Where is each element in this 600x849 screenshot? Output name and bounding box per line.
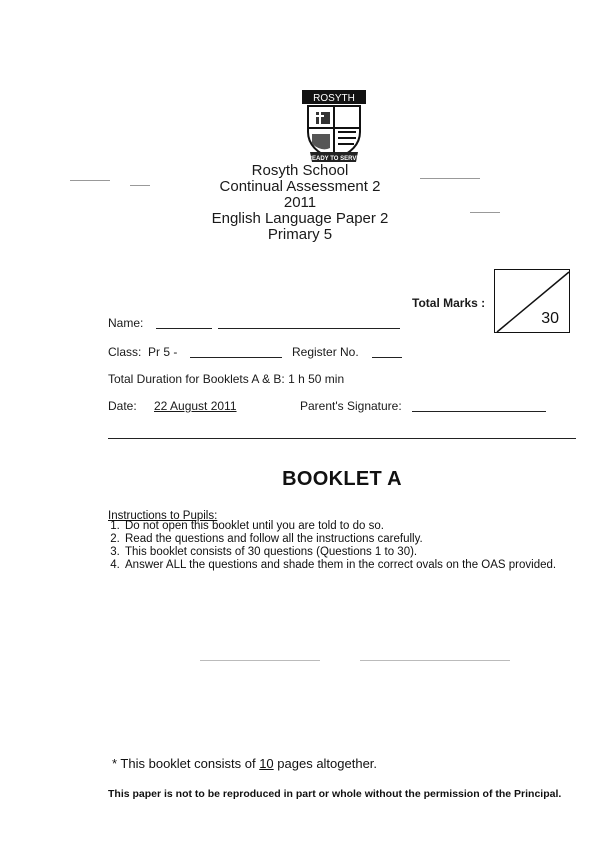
parent-signature-line[interactable] <box>412 411 546 412</box>
class-label: Class: <box>108 345 142 359</box>
register-label: Register No. <box>292 345 359 359</box>
instructions-title: Instructions to Pupils: <box>108 510 218 522</box>
total-marks-label: Total Marks : <box>412 296 486 310</box>
total-marks-box <box>494 269 570 333</box>
scan-noise <box>130 185 150 186</box>
copyright-notice: This paper is not to be reproduced in part or whole without the permission of the Principal. <box>108 788 562 800</box>
parent-signature-label: Parent's Signature: <box>300 399 402 413</box>
instructions-list <box>108 520 563 572</box>
scan-noise <box>360 660 510 661</box>
total-marks-value: 30 <box>541 310 559 327</box>
pages-count: 10 <box>259 756 274 771</box>
pages-note <box>112 756 377 771</box>
date-label: Date: <box>108 399 137 413</box>
school-header <box>0 163 600 243</box>
marks-diagonal <box>495 270 571 334</box>
class-line[interactable] <box>190 357 282 358</box>
name-label: Name: <box>108 316 144 330</box>
name-line-1[interactable] <box>156 328 212 329</box>
register-line[interactable] <box>372 357 402 358</box>
instruction-item: 3. This booklet consists of 30 questions (Questions 1 to 30). <box>123 546 563 559</box>
crest-motto-text: READY TO SERVE <box>307 156 361 162</box>
assessment-year: 2011 <box>283 194 317 211</box>
pages-note-prefix: * This booklet consists of <box>112 756 256 771</box>
paper-title: English Language Paper 2 <box>211 210 389 227</box>
duration-text: Total Duration for Booklets A & B: 1 h 50 min <box>108 372 345 386</box>
scan-noise <box>200 660 320 661</box>
assessment-title: Continual Assessment 2 <box>219 178 381 195</box>
instruction-item: 1. Do not open this booklet until you are told to do so. <box>123 520 563 533</box>
instruction-item: 4. Answer ALL the questions and shade them in the correct ovals on the OAS provided. <box>123 559 563 572</box>
date-value: 22 August 2011 <box>154 399 237 413</box>
crest-banner-text: ROSYTH <box>313 93 355 104</box>
school-name: Rosyth School <box>251 162 349 179</box>
class-value: Pr 5 - <box>148 345 178 359</box>
name-line-2[interactable] <box>218 328 400 329</box>
scan-noise <box>420 178 480 179</box>
section-divider <box>108 438 576 439</box>
scan-noise <box>70 180 110 181</box>
level-title: Primary 5 <box>267 226 333 243</box>
school-crest-logo <box>296 88 372 168</box>
scan-noise <box>470 212 500 213</box>
instruction-item: 2. Read the questions and follow all the instructions carefully. <box>123 533 563 546</box>
pages-note-suffix: pages altogether. <box>277 756 378 771</box>
booklet-title: BOOKLET A <box>282 468 402 490</box>
